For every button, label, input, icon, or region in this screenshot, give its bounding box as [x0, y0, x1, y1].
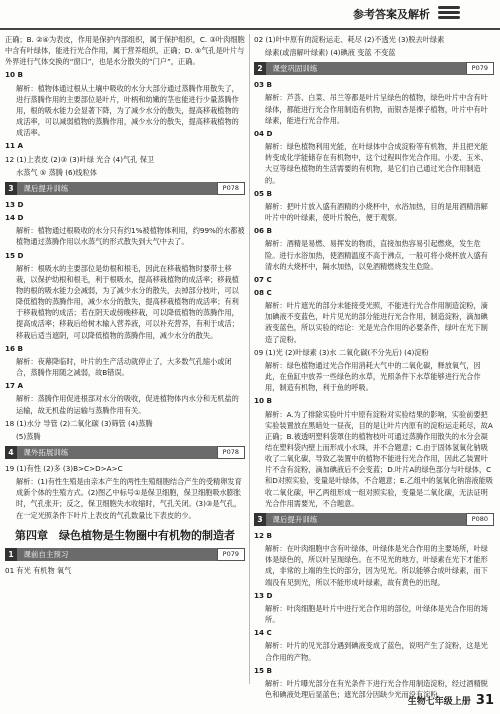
answer-text: 01 有光 有机物 氧气 — [5, 565, 72, 575]
explanation: 解析：(1)有性生殖是由亲本产生的两性生殖细胞结合产生的受精卵发育成新个体的生殖方式。(2)图乙中标号①是保卫细胞，保卫细胞吸水膨胀时，气孔张开；反之，保卫细胞失水收缩时，气孔关闭。(3)③是气孔，在一定光照条件下叶片上表皮的气孔数量比下表皮的少。 — [16, 477, 242, 520]
page-ref: P080 — [466, 513, 494, 526]
page-header — [0, 0, 500, 30]
explanation: 解析：芦荟、白菜、吊兰等都是叶片呈绿色的植物，绿色叶片中含有叶绿体，都能进行光合作用制造有机物，而银杏是裸子植物，叶片中有叶绿素，能进行光合作用。 — [265, 93, 488, 125]
explanation: 解析：绿色植物利用光能，在叶绿体中合成淀粉等有机物，并且把光能转变成化学能储存在有机物中，这个过程叫作光合作用。小麦、玉米、大豆等绿色植物的生活需要的有机物，是它们自己通过光合作用制造的。 — [265, 142, 488, 185]
right-column — [254, 34, 494, 702]
explanation: 解析：叶肉细胞是叶片中进行光合作用的部位，叶绿体是光合作用的场所。 — [265, 603, 488, 625]
explanation: 解析：叶片的见光部分遇到碘液变成了蓝色，说明产生了淀粉，这是光合作用的产物。 — [265, 641, 488, 662]
question-number: 15 D — [5, 250, 24, 260]
explanation: 解析：夜幕降临时，叶片的生产活动就停止了，大多数气孔缩小或闭合，蒸腾作用随之减弱，故B错误。 — [16, 356, 232, 378]
question-number: 13 D — [5, 199, 24, 209]
page-ref: P079 — [466, 62, 494, 75]
page-footer — [408, 693, 494, 708]
column-divider — [249, 34, 250, 684]
question-number: 10 B — [254, 396, 272, 406]
question-number: 07 C — [254, 274, 272, 284]
explanation: 解析：根吸水的主要部位是幼根和根毛，因此在移栽植物时要带土移栽，以保护幼根和根毛，利于根吸水，提高移栽植物的成活率；移栽植物的根的吸水能力会减弱，为了减少水分的散失，去掉部分枝叶，可以降低植物的蒸腾作用，减少水分的散失，提高移栽植物的成活率；有利于移栽植物的成活；若在阴天或傍晚移栽，可以降低植物的蒸腾作用，提高成活率；移栽后给树木输入营养液，可以补充营养，有利于成活；移栽后适当遮阴，可以降低植物的蒸腾作用，减少水分的散失。 — [16, 263, 239, 340]
section-bar — [254, 513, 494, 526]
section-bar — [5, 548, 245, 561]
question-number: 17 A — [5, 381, 24, 391]
question-number: 10 B — [5, 70, 23, 80]
section-title: 课外拓展训练 — [23, 448, 69, 457]
answer-text: 19 (1)有性 (2)多 (3)B>C>D>A>C — [5, 464, 123, 473]
section-number: 4 — [5, 446, 17, 459]
question-number: 11 A — [5, 141, 24, 151]
explanation: 解析：酒精是易燃、易挥发的物质，直接加热容易引起燃烧，发生危险。进行水浴加热，使酒精温度不高于沸点，一般可将小烧杯放入盛有清水的大烧杯中，隔水加热，以免酒精燃烧发生危险。 — [265, 239, 488, 271]
book-stack-icon — [438, 4, 460, 18]
explanation: 解析：植物体通过根从土壤中吸收的水分大部分通过蒸腾作用散失了，进行蒸腾作用的主要部位是叶片，叶柄和幼嫩的茎也能进行少量蒸腾作用，根的吸水能力会显著下降，为了减少水分的散失，提高移栽植物的成活率，可以减弱植物的蒸腾作用，减少水分的散失，提高移栽植物的成活率。 — [16, 83, 239, 138]
answer-text: 绿素(或溶解叶绿素) (4)碘液 变蓝 不变蓝 — [265, 48, 396, 58]
question-number: 03 B — [254, 80, 272, 90]
explanation: 解析：把叶片放入盛有酒精的小烧杯中，水浴加热，目的是用酒精溶解叶片中的叶绿素，使叶片脱色，便于观察。 — [265, 201, 488, 223]
section-bar — [254, 62, 494, 75]
answer-text: 正确；B. ②④为表皮，作用是保护内部组织，属于保护组织，C. ③叶肉细胞中含有叶绿体，能进行光合作用，属于营养组织，正确；D. ⑤气孔是叶片与外界进行气体交换的“窗口”，也是水分散失的“门户”，正确。 — [5, 35, 245, 67]
chapter-title: 第四章 绿色植物是生物圈中有机物的制造者 — [15, 528, 235, 542]
section-title: 课堂巩固训练 — [272, 64, 318, 74]
header-title: 参考答案及解析 — [353, 8, 430, 21]
section-title: 课后提升训练 — [272, 514, 318, 524]
question-number: 13 D — [254, 590, 273, 600]
question-number: 14 D — [5, 213, 24, 223]
page-number: 31 — [475, 693, 494, 708]
answer-text: 12 (1)上表皮 (2)③ (3)叶绿 光合 (4)气孔 保卫 — [5, 154, 155, 164]
explanation: 解析：蒸腾作用促进根部对水分的吸收，促进植物体内水分和无机盐的运输，故无机盐的运输与蒸腾作用有关。 — [16, 394, 239, 415]
answer-text: 09 (1)光 (2)叶绿素 (3)水 二氧化碳(不分先后) (4)淀粉 — [254, 347, 429, 357]
left-column — [5, 34, 245, 702]
question-number: 15 B — [254, 665, 272, 675]
section-number: 3 — [5, 182, 17, 195]
explanation: 解析：绿色植物通过光合作用消耗大气中的二氧化碳，释放氧气，因此，在鱼缸中放养一些绿色的水草，光照条件下水草能够进行光合作用，制造有机物，利于鱼的呼吸。 — [265, 360, 481, 393]
page-ref: P078 — [217, 182, 245, 195]
question-number: 12 B — [254, 530, 272, 540]
section-number: 2 — [254, 62, 266, 75]
page-ref: P079 — [217, 548, 245, 561]
explanation: 解析：叶片曝光部分在有光条件下进行光合作用制造淀粉，经过酒精脱色和碘液处理后显蓝色；遮光部分因缺少光而没有淀粉。 — [265, 678, 488, 699]
question-number: 08 C — [254, 287, 272, 297]
explanation: 解析：植物通过根吸收的水分只有约1%被植物体利用，约99%的水都被植物通过蒸腾作用以水蒸气的形式散失到大气中去了。 — [16, 226, 245, 247]
footer-subject: 生物七年级上册 — [407, 697, 471, 707]
section-bar — [5, 446, 245, 459]
question-number: 06 B — [254, 226, 272, 236]
section-number: 1 — [5, 548, 17, 561]
section-number: 3 — [254, 513, 266, 526]
answer-text: (5)蒸腾 — [16, 431, 41, 441]
question-number: 05 B — [254, 188, 272, 198]
answer-text: 18 (1)水分 导管 (2)二氧化碳 (3)筛管 (4)蒸腾 — [5, 418, 153, 428]
explanation: 解析：A.为了排除实验叶片中原有淀粉对实验结果的影响，实验前要把实验装置放在黑暗处一昼夜，目的是让叶片内原有的淀粉运走耗尽，故A正确；B.被透明塑料袋罩住的植物枝叶可通过蒸腾作用散失的水分会凝结在塑料袋内壁上而形成小水珠，并不合题意；C.由于固体氢氧化钠吸收了二氧化碳，导致乙装置中的植物不能进行光合作用，因此乙装置叶片不含有淀粉，滴加碘液后不会变蓝；D.叶片A的绿色部分与叶绿体，C和D对照实验，变量是叶绿体，不合题意；E.乙组中的氢氧化钠溶液能吸收二氧化碳，甲乙两组形成一组对照实验，变量是二氧化碳，无法证明光合作用需要光，不合题意。 — [265, 409, 493, 508]
explanation: 解析：叶片遮光的部分未能接受光照，不能进行光合作用制造淀粉，滴加碘液不变蓝色，叶片见光的部分能进行光合作用，制造淀粉，滴加碘液变蓝色，所以实验的结论：光是光合作用的必要条件，绿叶在光下制造了淀粉。 — [265, 301, 488, 344]
answer-text: 02 (1)叶中原有的淀粉运走、耗尽 (2)不透光 (3)脱去叶绿素 — [254, 35, 445, 44]
page-ref: P078 — [217, 446, 245, 459]
question-number: 14 C — [254, 628, 272, 638]
section-title: 课前自主预习 — [23, 549, 69, 559]
section-title: 课后提升训练 — [23, 183, 69, 193]
question-number: 16 B — [5, 343, 23, 353]
question-number: 04 D — [254, 128, 273, 138]
explanation: 解析：在叶肉细胞中含有叶绿体，叶绿体是光合作用的主要场所，叶绿体是绿色的，所以叶呈现绿色。在不见光的地方，叶绿素在光下才能形成，非常的上端的生长的部分，因为见光。所以能够合成叶绿素，而下端没有见到光，所以不能形成叶绿素，故有黄色的出现。 — [265, 544, 488, 587]
answer-text: 水蒸气 ⑤ 蒸腾 (6)线粒体 — [16, 167, 97, 177]
section-bar — [5, 182, 245, 195]
